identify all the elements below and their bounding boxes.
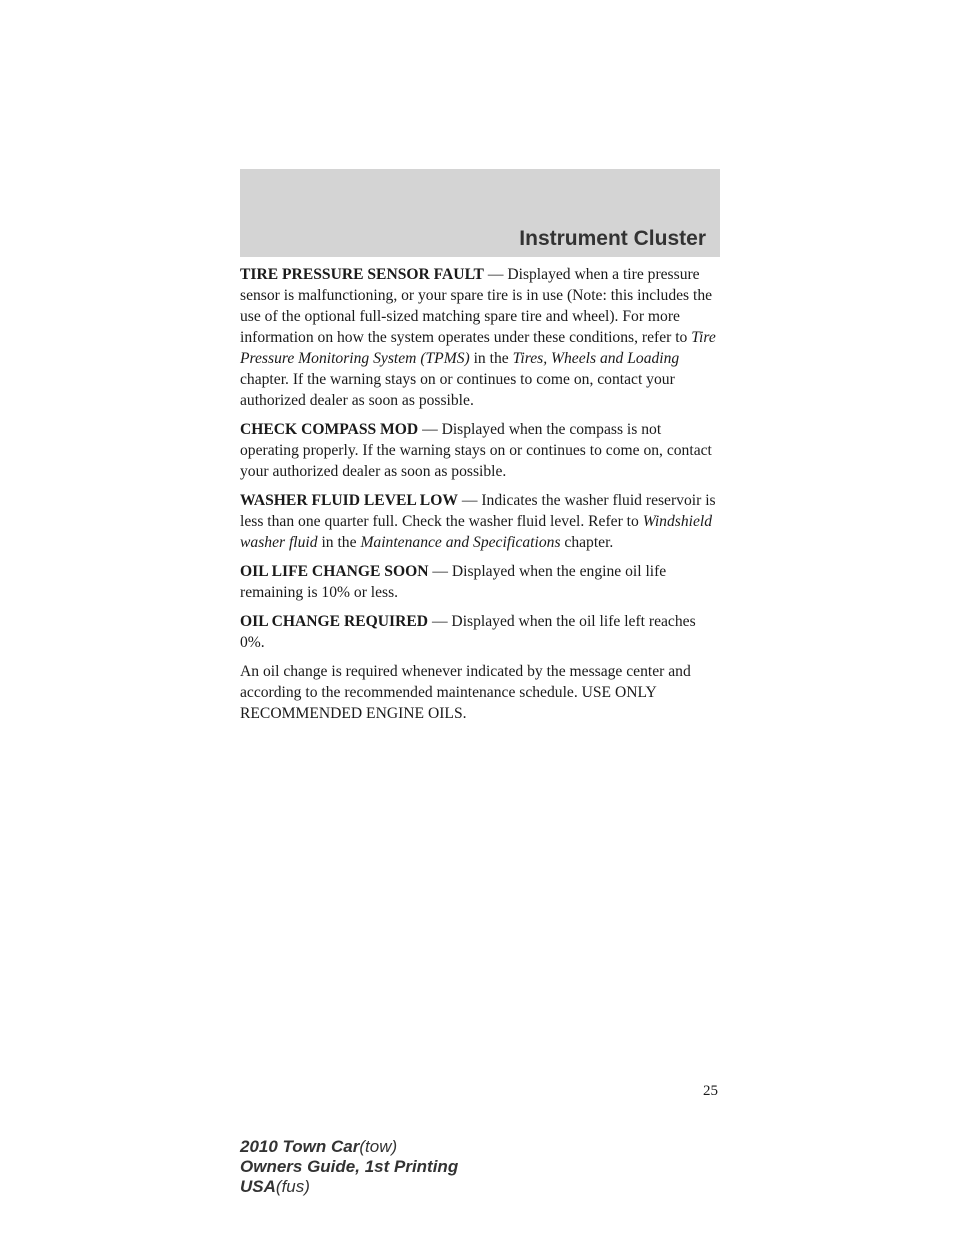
paragraph-text: — Displayed when the engine oil life remaining is 10% or less. xyxy=(240,563,667,601)
message-term: OIL LIFE CHANGE SOON xyxy=(240,563,429,580)
message-term: WASHER FLUID LEVEL LOW xyxy=(240,492,458,509)
paragraph-text: — Indicates the washer fluid reservoir is less than one quarter full. Check the washer fluid level. Refer to xyxy=(240,492,716,530)
paragraph-text: — Displayed when the compass is not operating properly. If the warning stays on or continues to come on, contact your authorized dealer as soon as possible. xyxy=(240,421,712,480)
page-body xyxy=(240,264,720,732)
paragraph-text: in the xyxy=(317,534,361,551)
paragraph-tire-pressure-sensor-fault xyxy=(240,264,720,411)
footer-edition: Owners Guide, 1st Printing xyxy=(240,1157,459,1176)
message-term: CHECK COMPASS MOD xyxy=(240,421,419,438)
paragraph-oil-change-required xyxy=(240,611,720,653)
cross-reference: Windshield washer fluid xyxy=(240,513,713,551)
cross-reference: Tire Pressure Monitoring System (TPMS) xyxy=(240,329,716,367)
footer-line-model xyxy=(240,1137,458,1157)
paragraph-text: chapter. If the warning stays on or continues to come on, contact your authorized dealer as soon as possible. xyxy=(240,371,675,409)
paragraph-oil-life-change-soon xyxy=(240,561,720,603)
page-number: 25 xyxy=(703,1083,718,1099)
paragraph-text: An oil change is required whenever indicated by the message center and according to the recommended maintenance schedule. USE ONLY RECOMMENDED ENGINE OILS. xyxy=(240,663,691,722)
cross-reference: Tires, Wheels and Loading xyxy=(512,350,680,367)
paragraph-text: — Displayed when the oil life left reaches 0%. xyxy=(240,613,696,651)
footer-model-code: (tow) xyxy=(359,1137,398,1156)
footer-market: USA xyxy=(240,1177,276,1196)
section-title: Instrument Cluster xyxy=(519,227,706,250)
paragraph-text: in the xyxy=(469,350,513,367)
paragraph-washer-fluid-level-low xyxy=(240,490,720,553)
document-footer xyxy=(240,1137,458,1197)
paragraph-oil-change-note xyxy=(240,661,720,724)
footer-market-code: (fus) xyxy=(275,1177,310,1196)
paragraph-text: — Displayed when a tire pressure sensor is malfunctioning, or your spare tire is in use (Note: this includes the use of the optional full-sized matching spare tire and wheel). For more information on how the system operates under these conditions, refer to xyxy=(240,266,713,346)
paragraph-check-compass-mod xyxy=(240,419,720,482)
footer-model: 2010 Town Car xyxy=(240,1137,360,1156)
message-term: OIL CHANGE REQUIRED xyxy=(240,613,429,630)
cross-reference: Maintenance and Specifications xyxy=(360,534,561,551)
footer-line-market xyxy=(240,1177,458,1197)
paragraph-text: chapter. xyxy=(560,534,614,551)
section-header-band xyxy=(240,169,720,257)
message-term: TIRE PRESSURE SENSOR FAULT xyxy=(240,266,484,283)
